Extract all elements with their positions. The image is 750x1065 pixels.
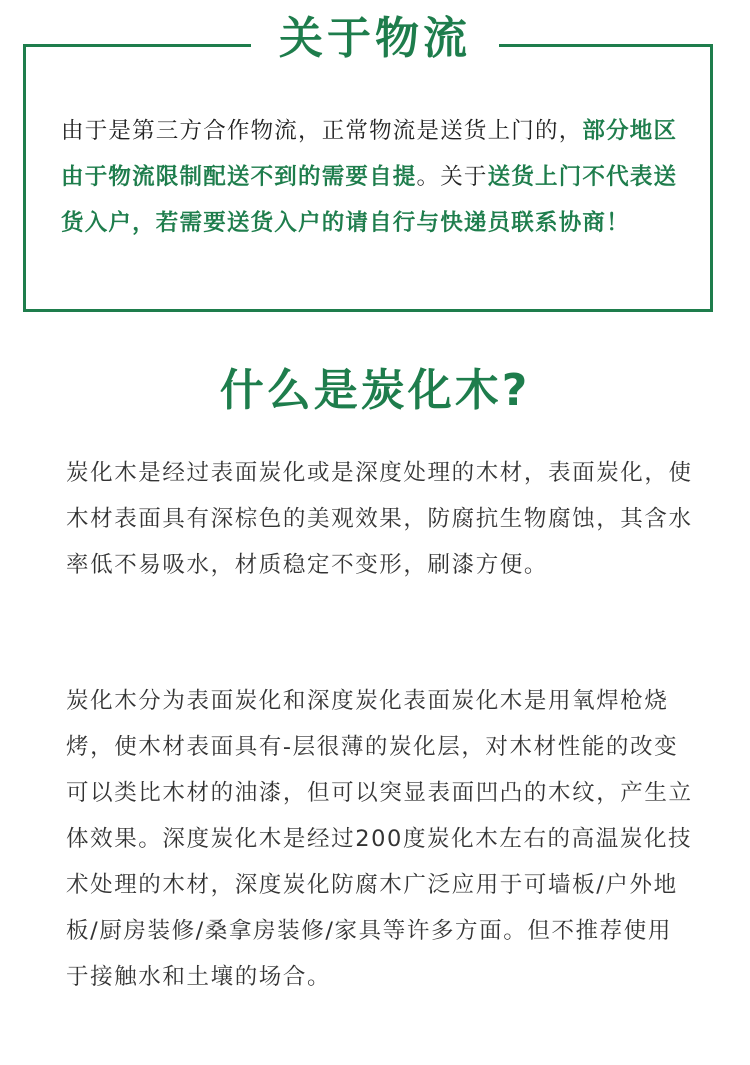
logistics-text-highlight-2: 送货上门不代表送货入户，若需要送货入户的请自行与快递员联系协商！ [61,164,678,236]
carbonized-wood-paragraph-2: 炭化木分为表面炭化和深度炭化表面炭化木是用氧焊枪烧烤，使木材表面具有-层很薄的炭化层，对木材性能的改变可以类比木材的油漆，但可以突显表面凹凸的木纹，产生立体效果。深度炭化木是经过200度炭化木左右的高温炭化技术处理的木材，深度炭化防腐木广泛应用于可墙板/户外地板/厨房装修/桑拿房装修/家具等许多方面。但不推荐使用于接触水和土壤的场合。 [66,688,693,990]
logistics-title: 关于物流 [251,4,499,74]
logistics-text-highlight-1: 部分地区由于物流限制配送不到的需要自提 [61,118,678,190]
logistics-text-normal-1: 由于是第三方合作物流，正常物流是送货上门的， [61,118,583,144]
carbonized-wood-title: 什么是炭化木? [219,365,531,416]
logistics-title-wrap [0,4,750,74]
carbonized-wood-paragraph-1: 炭化木是经过表面炭化或是深度处理的木材，表面炭化，使木材表面具有深棕色的美观效果，防腐抗生物腐蚀，其含水率低不易吸水，材质稳定不变形，刷漆方便。 [66,460,693,578]
logistics-text-normal-2: 。关于 [416,164,488,190]
logistics-body [61,108,697,246]
